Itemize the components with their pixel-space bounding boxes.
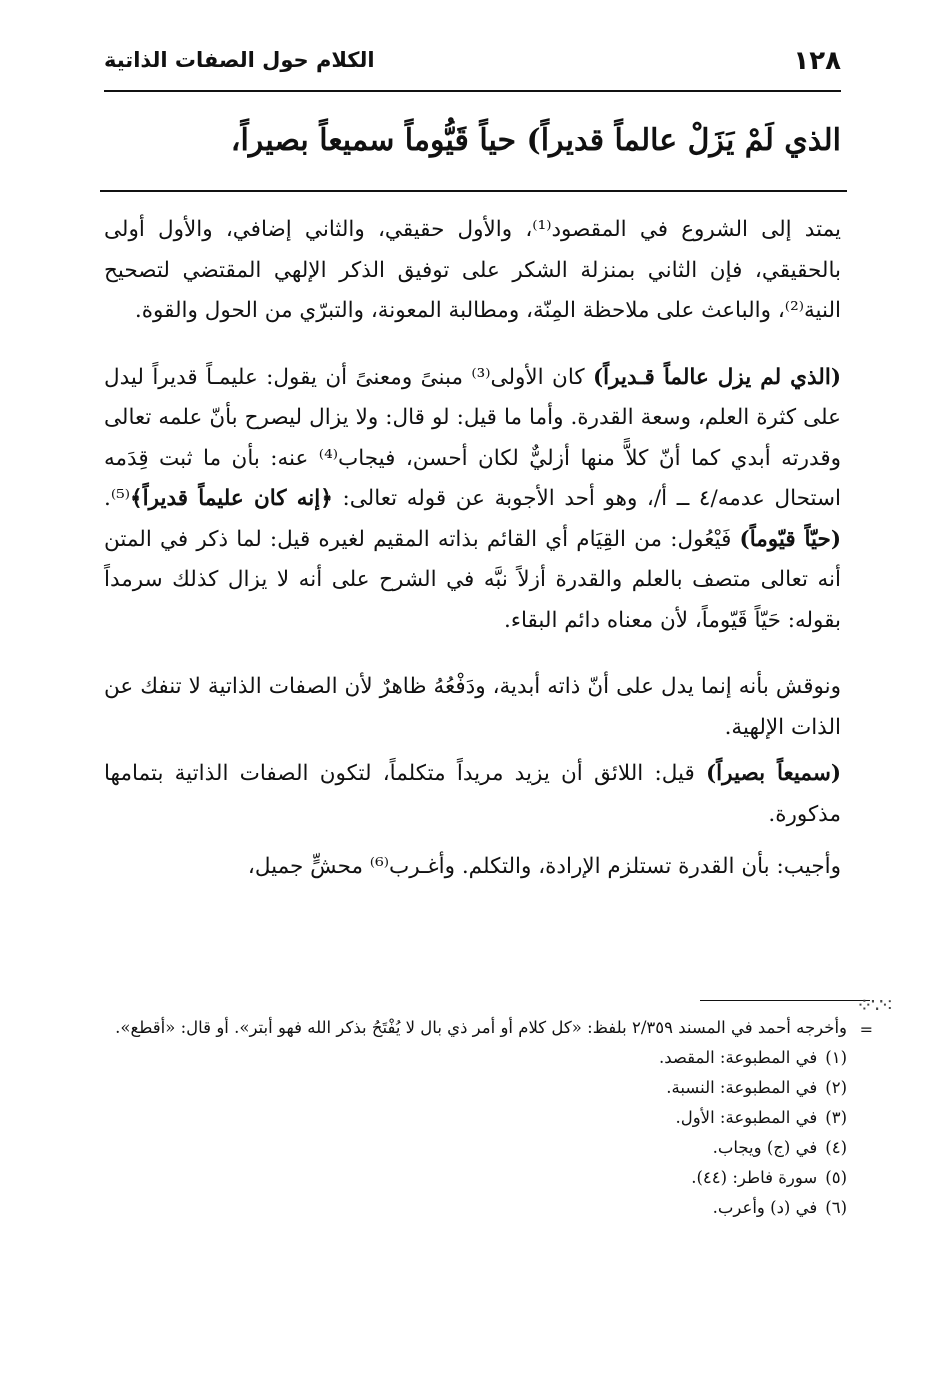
footnote-number: (٣): [825, 1108, 847, 1127]
footnote-text: في (د) وأعرب.: [712, 1198, 818, 1217]
footnote-text: في المطبوعة: الأول.: [675, 1108, 818, 1127]
footnote-text: في المطبوعة: المقصد.: [658, 1048, 818, 1067]
footnote-number: (٥): [825, 1168, 847, 1187]
quoted-matn: (الذي لم يزل عالماً قـديراً): [592, 364, 841, 390]
footnote-item: [104, 1103, 847, 1133]
footnote-number: (٢): [825, 1078, 847, 1097]
continuation-mark: =: [859, 1020, 873, 1039]
paragraph-1: يمتد إلى الشروع في المقصود⁽¹⁾، والأول حقيقي، والثاني إضافي، والأول أولى بالحقيقي، فإن الثاني بمنزلة الشكر على توفيق الذكر الإلهي المقتضي لتصحيح النية⁽²⁾، والباعث على ملاحظة المِنّة، ومطالبة المعونة، والتبرّي من الحول والقوة.: [104, 217, 841, 323]
paragraph-5: وأجيب: بأن القدرة تستلزم الإرادة، والتكلم. وأغـرب⁽⁶⁾ محشٍّ جميل،: [247, 854, 841, 879]
footnote-number: (٤): [825, 1138, 847, 1157]
footnote-ref: ⁽⁵⁾.: [104, 486, 131, 511]
matn-text: الذي لَمْ يَزَلْ عالماً قديراً) حياً قَيُّوماً سميعاً بصيراً،: [230, 123, 841, 158]
quoted-matn: (حيّاً قيّوماً): [739, 526, 841, 552]
footnote-continuation: وأخرجه أحمد في المسند ٢/٣٥٩ بلفظ: «كل كلام أو أمر ذي بال لا يُفْتَحُ بذكر الله فهو أبتر». أو قال: «أقطع».: [115, 1018, 847, 1037]
page-header: [104, 44, 841, 92]
footnote-list: [104, 1043, 847, 1223]
matn-divider: [100, 190, 847, 192]
scan-smudge: ⁘∵⁖: [856, 993, 892, 1017]
paragraph-text: فَيْعُول: من القِيَام أي القائم بذاته المقيم لغيره قيل: لما ذكر في المتن أنه تعالى متصف بالعلم والقدرة أزلاً نبَّه في الشرح على أنه لا يزال كذلك سرمداً بقوله: حَيّاً قَيّوماً، لأن معناه دائم البقاء.: [104, 526, 841, 633]
paragraph-text: قيل: اللائق أن يزيد مريداً متكلماً، لتكون الصفات الذاتية بتمامها مذكورة.: [104, 761, 841, 827]
paragraph-text: كان الأولى⁽³⁾ مبنىً ومعنىً أن يقول: عليمـاً قديراً ليدل على كثرة العلم، وسعة القدرة. وأما ما قيل: لو قال: ولا يزال ليصرح بأنّ علمه تعالى وقدرته أبدي كما أنّ كلاًّ منها أزليٌّ لكان أحسن، فيجاب⁽⁴⁾ عنه: بأن ما ثبت قِدَمه استحال عدمه/٤ ــ أ/، وهو أحد الأجوبة عن قوله تعالى:: [104, 364, 842, 511]
quran-quote: ﴿إنه كان عليماً قديراً﴾: [130, 486, 333, 511]
paragraph-2: [104, 358, 841, 642]
footnote-number: (٦): [825, 1198, 847, 1217]
paragraph-3: ونوقش بأنه إنما يدل على أنّ ذاته أبدية، ودَفْعُهُ ظاهرٌ لأن الصفات الذاتية لا تنفك عن الذات الإلهية.: [104, 674, 841, 740]
footnote-number: (١): [825, 1048, 847, 1067]
footnote-item: [104, 1073, 847, 1103]
footnote-item: [104, 1163, 847, 1193]
footnote-item: [104, 1043, 847, 1073]
footnote-text: في (ج) ويجاب.: [712, 1138, 818, 1157]
footnote-text: في المطبوعة: النسبة.: [666, 1078, 818, 1097]
commentary-body: [104, 210, 841, 888]
footnote-divider: [700, 1000, 870, 1001]
footnote-item: [104, 1193, 847, 1223]
paragraph-4: [104, 754, 841, 835]
footnote-text: سورة فاطر: (٤٤).: [691, 1168, 818, 1187]
footnote-item: [104, 1133, 847, 1163]
footnotes: [104, 1013, 873, 1223]
running-title: الكلام حول الصفات الذاتية: [104, 48, 375, 72]
page-number: ١٢٨: [793, 46, 841, 76]
quoted-matn: (سميعاً بصيراً): [705, 761, 842, 786]
